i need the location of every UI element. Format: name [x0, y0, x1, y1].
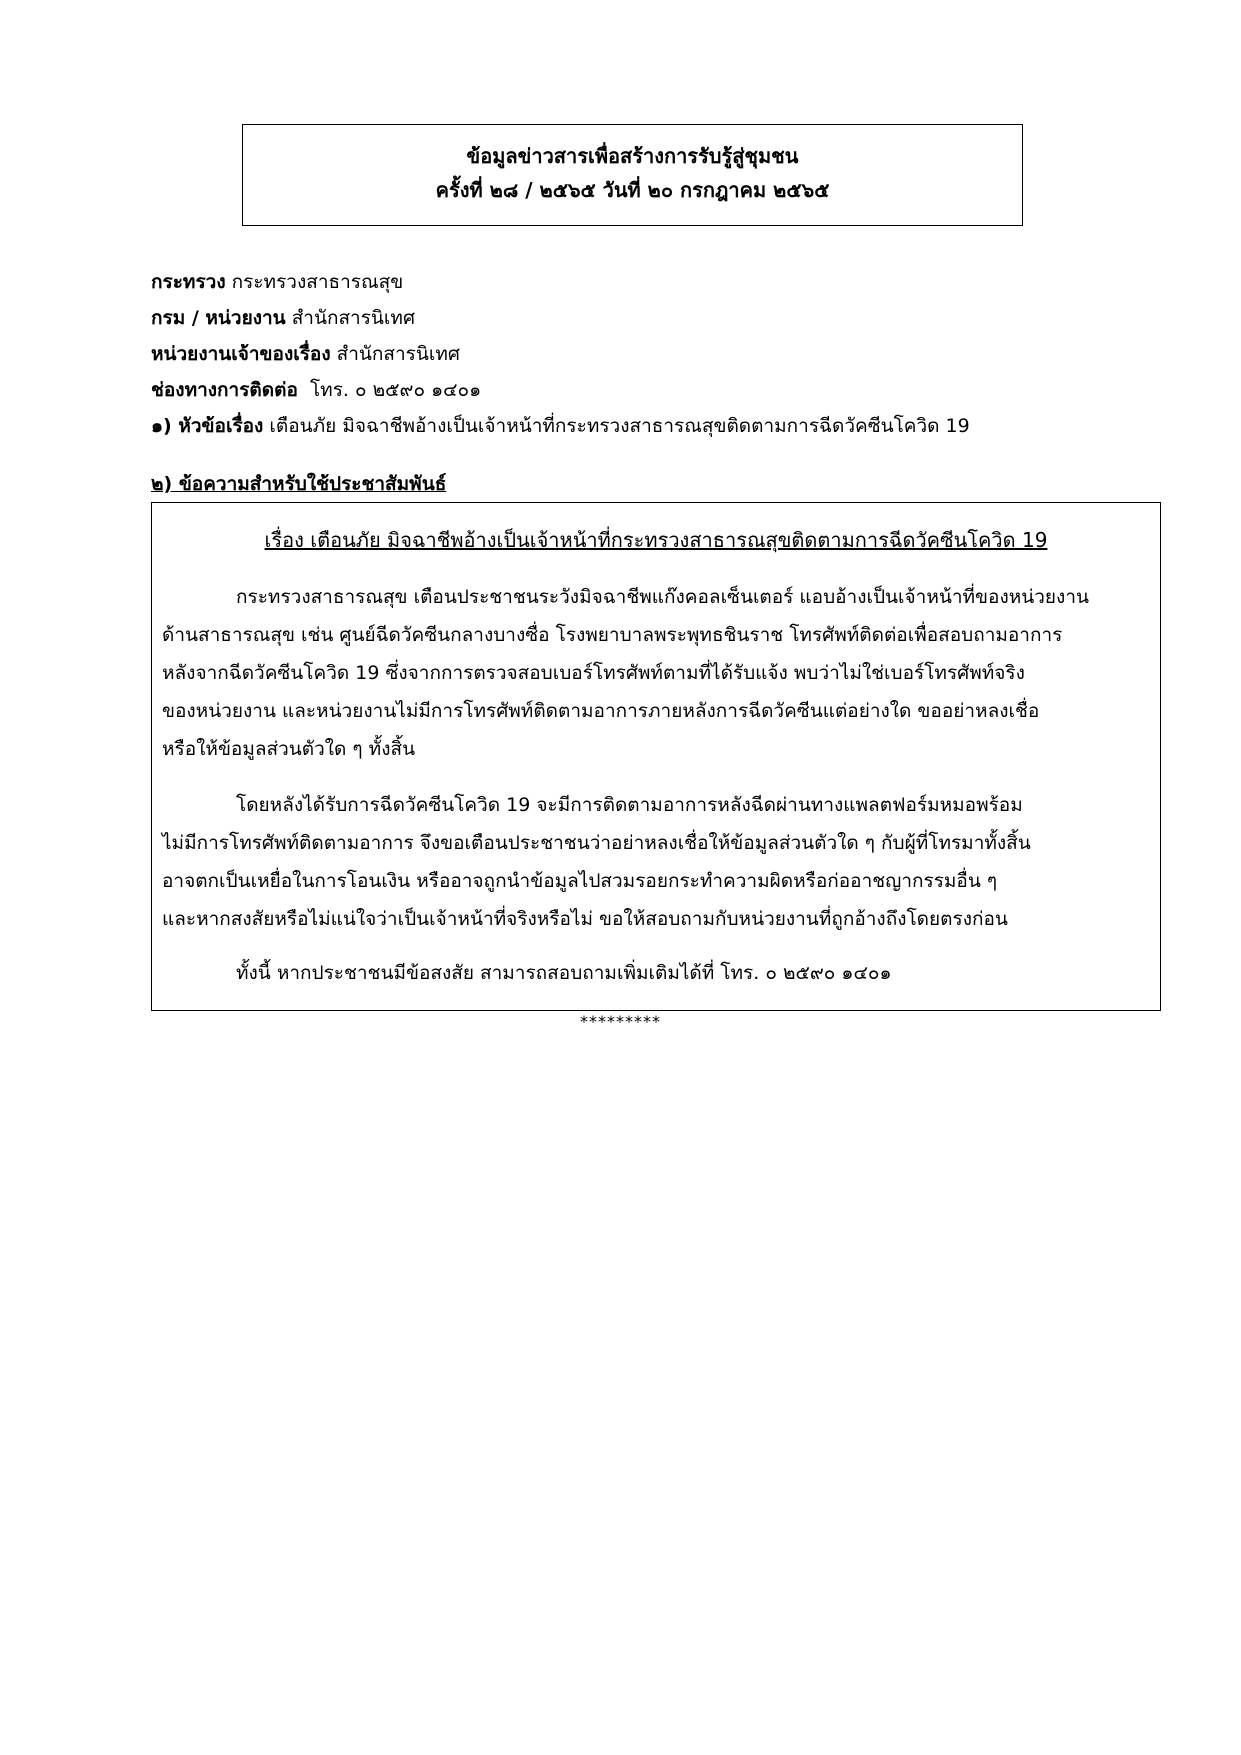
paragraph-2-line: โดยหลังได้รับการฉีดวัคซีนโควิด 19 จะมีการติดตามอาการหลังฉีดผ่านทางแพลตฟอร์มหมอพร้อม: [236, 794, 1023, 816]
paragraph-1-line: ของหน่วยงาน และหน่วยงานไม่มีการโทรศัพท์ติดตามอาการภายหลังการฉีดวัคซีนแต่อย่างใด ขออย่าหลงเชื่อ: [162, 700, 1040, 722]
contact-value: โทร. ๐ ๒๕๙๐ ๑๔๐๑: [309, 379, 482, 401]
issue-date-line: ครั้งที่ ๒๘ / ๒๕๖๕ วันที่ ๒๐ กรกฎาคม ๒๕๖๕: [435, 178, 830, 202]
end-separator: *********: [580, 1012, 661, 1031]
contact-row: [151, 372, 1151, 408]
paragraph-2-line: อาจตกเป็นเหยื่อในการโอนเงิน หรืออาจถูกนำข้อมูลไปสวมรอยกระทำความผิดหรือก่ออาชญากรรมอื่น ๆ: [162, 870, 998, 892]
section2-heading: ๒) ข้อความสำหรับใช้ประชาสัมพันธ์: [151, 473, 447, 495]
paragraph-3-line: ทั้งนี้ หากประชาชนมีข้อสงสัย สามารถสอบถามเพิ่มเติมได้ที่ โทร. ๐ ๒๕๙๐ ๑๔๐๑: [236, 962, 892, 984]
message-title: เรื่อง เตือนภัย มิจฉาชีพอ้างเป็นเจ้าหน้าที่กระทรวงสาธารณสุขติดตามการฉีดวัคซีนโควิด 19: [264, 528, 1048, 552]
owner-label: หน่วยงานเจ้าของเรื่อง: [151, 343, 331, 365]
paragraph-1-line: หลังจากฉีดวัคซีนโควิด 19 ซึ่งจากการตรวจสอบเบอร์โทรศัพท์ตามที่ได้รับแจ้ง พบว่าไม่ใช่เบอร์โทรศัพท์จริง: [162, 662, 1025, 684]
paragraph-1-line: กระทรวงสาธารณสุข เตือนประชาชนระวังมิจฉาชีพแก๊งคอลเซ็นเตอร์ แอบอ้างเป็นเจ้าหน้าที่ของหน่วยงาน: [236, 586, 1089, 608]
ministry-value: กระทรวงสาธารณสุข: [231, 271, 404, 293]
department-label: กรม / หน่วยงาน: [151, 307, 286, 329]
topic-row: [151, 408, 1151, 444]
owner-value: สำนักสารนิเทศ: [336, 343, 460, 365]
paragraph-1-line: ด้านสาธารณสุข เช่น ศูนย์ฉีดวัคซีนกลางบางซื่อ โรงพยาบาลพระพุทธชินราช โทรศัพท์ติดต่อเพื่อสอบถามอาการ: [162, 624, 1063, 646]
paragraph-2-line: และหากสงสัยหรือไม่แน่ใจว่าเป็นเจ้าหน้าที่จริงหรือไม่ ขอให้สอบถามกับหน่วยงานที่ถูกอ้างถึงโดยตรงก่อน: [162, 908, 1008, 930]
contact-label: ช่องทางการติดต่อ: [151, 379, 298, 401]
owner-row: [151, 336, 1151, 372]
document-title: ข้อมูลข่าวสารเพื่อสร้างการรับรู้สู่ชุมชน: [466, 144, 799, 168]
paragraph-1-line: หรือให้ข้อมูลส่วนตัวใด ๆ ทั้งสิ้น: [162, 738, 416, 760]
header-box: [242, 124, 1023, 226]
department-row: [151, 300, 1151, 336]
topic-label: ๑) หัวข้อเรื่อง: [151, 415, 264, 437]
document-meta: [151, 264, 1151, 444]
department-value: สำนักสารนิเทศ: [291, 307, 415, 329]
ministry-row: [151, 264, 1151, 300]
topic-value: เตือนภัย มิจฉาชีพอ้างเป็นเจ้าหน้าที่กระทรวงสาธารณสุขติดตามการฉีดวัคซีนโควิด 19: [269, 415, 970, 437]
ministry-label: กระทรวง: [151, 271, 226, 293]
paragraph-2-line: ไม่มีการโทรศัพท์ติดตามอาการ จึงขอเตือนประชาชนว่าอย่าหลงเชื่อให้ข้อมูลส่วนตัวใด ๆ กับผู้ที่โทรมาทั้งสิ้น: [162, 832, 1031, 854]
message-box: [151, 502, 1161, 1011]
